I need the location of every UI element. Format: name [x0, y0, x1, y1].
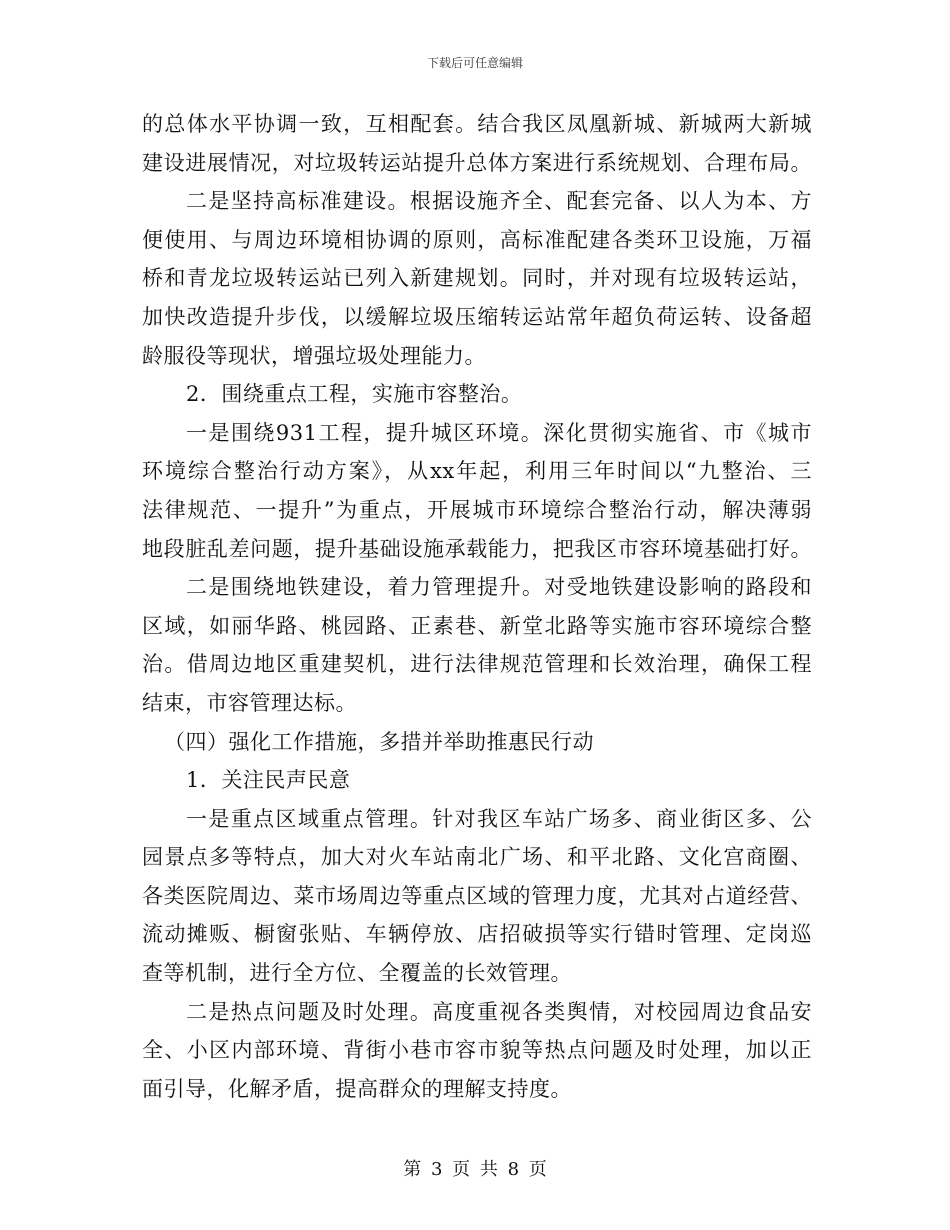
text-line: 地段脏乱差问题，提升基础设施承载能力，把我区市容环境基础打好。: [142, 536, 812, 561]
page-header: 下载后可任意编辑: [426, 56, 523, 70]
text-line: 面引导，化解矛盾，提高群众的理解支持度。: [142, 1076, 572, 1101]
text-line: 全、小区内部环境、背街小巷市容市貌等热点问题及时处理，加以正: [142, 1038, 812, 1063]
text-line: 桥和青龙垃圾转运站已列入新建规划。同时，并对现有垃圾转运站，: [142, 266, 812, 291]
text-line: 查等机制，进行全方位、全覆盖的长效管理。: [142, 961, 572, 986]
text-line: 法律规范、一提升”为重点，开展城市环境综合整治行动，解决薄弱: [142, 497, 812, 522]
text-line: 建设进展情况，对垃圾转运站提升总体方案进行系统规划、合理布局。: [142, 150, 812, 175]
text-line: 二是坚持高标准建设。根据设施齐全、配套完备、以人为本、方: [186, 189, 812, 214]
text-line: 一是围绕931工程，提升城区环境。深化贯彻实施省、市《城市: [186, 420, 812, 445]
page-footer: 第 3 页 共 8 页: [403, 1159, 547, 1180]
text-line: 一是重点区域重点管理。针对我区车站广场多、商业街区多、公: [186, 806, 812, 831]
text-line: 加快改造提升步伐，以缓解垃圾压缩转运站常年超负荷运转、设备超: [142, 304, 812, 329]
text-line: 龄服役等现状，增强垃圾处理能力。: [142, 343, 486, 368]
text-line: 流动摊贩、橱窗张贴、车辆停放、店招破损等实行错时管理、定岗巡: [142, 922, 812, 947]
text-line: 便使用、与周边环境相协调的原则，高标准配建各类环卫设施，万福: [142, 227, 812, 252]
text-line: 环境综合整治行动方案》，从xx年起，利用三年时间以“九整治、三: [142, 459, 812, 484]
text-line: 各类医院周边、菜市场周边等重点区域的管理力度，尤其对占道经营、: [142, 883, 812, 908]
text-line: 园景点多等特点，加大对火车站南北广场、和平北路、文化宫商圈、: [142, 845, 812, 870]
text-line: 区域，如丽华路、桃园路、正素巷、新堂北路等实施市容环境综合整: [142, 613, 812, 638]
subsection-heading: 1．关注民声民意: [186, 768, 351, 793]
text-line: 治。借周边地区重建契机，进行法律规范管理和长效治理，确保工程: [142, 652, 812, 677]
text-line: 二是热点问题及时处理。高度重视各类舆情，对校园周边食品安: [186, 999, 812, 1024]
section-heading: （四）强化工作措施，多措并举助推惠民行动: [164, 729, 594, 754]
text-line: 的总体水平协调一致，互相配套。结合我区凤凰新城、新城两大新城: [142, 112, 812, 136]
section-heading: 2．围绕重点工程，实施市容整治。: [186, 382, 523, 407]
text-line: 结束，市容管理达标。: [142, 690, 357, 715]
text-line: 二是围绕地铁建设，着力管理提升。对受地铁建设影响的路段和: [186, 575, 812, 600]
document-body: [142, 105, 812, 1108]
